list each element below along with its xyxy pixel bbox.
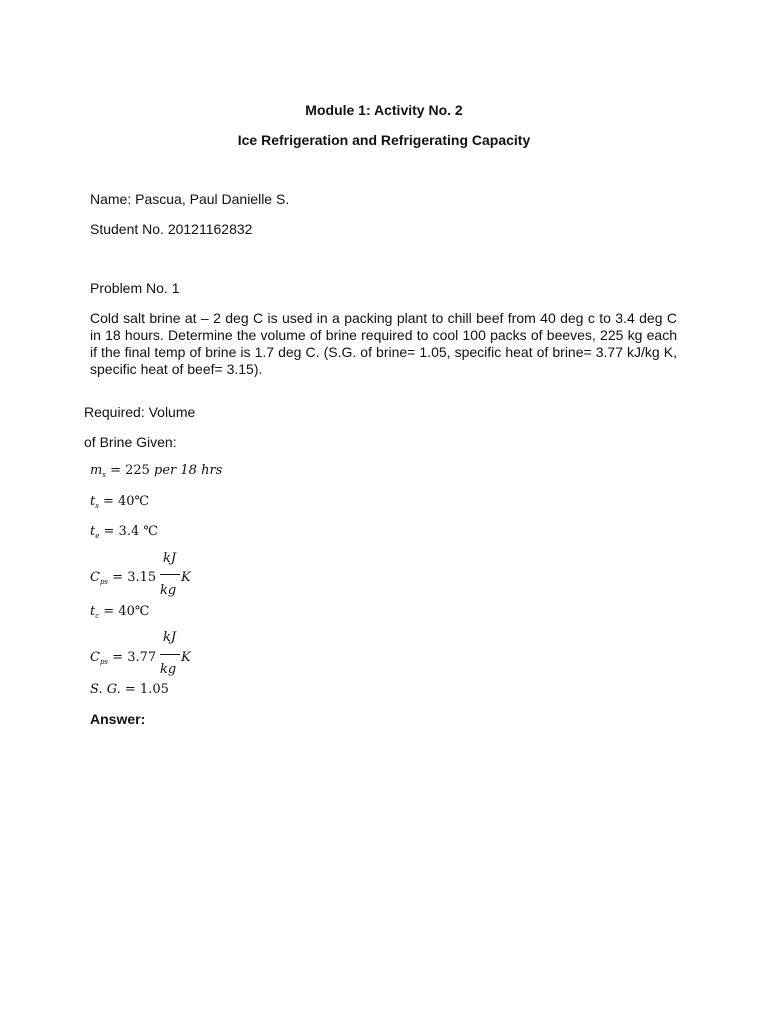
var-symbol: t <box>90 494 96 509</box>
unit-kelvin: K <box>181 650 191 665</box>
fraction-bar <box>160 574 180 575</box>
equation-rhs: = 3.77 <box>112 650 157 665</box>
problem-statement: Cold salt brine at – 2 deg C is used in a packing plant to chill beef from 40 deg c to 3.4 deg C in 18 hours. Determine the volume of brine required to cool 100 packs of beeves, 225 kg each if the final temp of brine is 1.7 deg C. (S.G. of brine= 1.05, specific heat of brine= 3.77 kJ/kg K, specific heat of beef= 3.15). <box>90 310 677 377</box>
required-line-2: of Brine Given: <box>84 434 177 450</box>
fraction-bar <box>160 654 180 655</box>
given-specific-gravity <box>90 682 169 697</box>
given-temp-start <box>90 494 149 510</box>
page-subtitle: Ice Refrigeration and Refrigerating Capacity <box>237 132 531 148</box>
equation-rhs: = 40℃ <box>102 494 150 509</box>
given-specific-heat-beef <box>90 570 156 586</box>
equation-rhs: = 3.15 <box>112 570 157 585</box>
var-subscript: e <box>95 532 100 540</box>
var-symbol: C <box>90 650 100 665</box>
equation-rhs: = 1.05 <box>124 682 169 697</box>
required-line-1: Required: Volume <box>84 404 196 420</box>
problem-heading: Problem No. 1 <box>90 280 180 296</box>
fraction-numerator: kJ <box>163 630 177 645</box>
given-temp-c <box>90 604 149 620</box>
equation-rhs: = 40℃ <box>103 604 150 619</box>
var-symbol: S. G. <box>90 682 121 697</box>
var-symbol: t <box>90 524 96 539</box>
equation-rhs: = 225 <box>110 463 155 478</box>
var-symbol: t <box>90 604 96 619</box>
given-specific-heat-brine <box>90 650 156 666</box>
var-subscript: s <box>102 471 106 479</box>
var-symbol: C <box>90 570 100 585</box>
fraction-denominator: kg <box>160 662 177 677</box>
unit-text: per 18 hrs <box>154 463 223 478</box>
student-name: Name: Pascua, Paul Danielle S. <box>90 191 290 207</box>
given-temp-end <box>90 524 158 540</box>
equation-rhs: = 3.4 ℃ <box>103 524 158 539</box>
var-subscript: c <box>95 612 100 620</box>
var-subscript: ps <box>99 578 109 586</box>
var-symbol: m <box>90 463 103 478</box>
unit-kelvin: K <box>181 570 191 585</box>
page-title: Module 1: Activity No. 2 <box>305 102 463 118</box>
answer-label: Answer: <box>90 711 146 727</box>
student-number: Student No. 20121162832 <box>90 221 253 237</box>
fraction-numerator: kJ <box>163 551 177 566</box>
fraction-denominator: kg <box>160 583 177 598</box>
var-subscript: ps <box>99 658 109 666</box>
given-mass <box>90 463 222 479</box>
var-subscript: s <box>95 502 99 510</box>
